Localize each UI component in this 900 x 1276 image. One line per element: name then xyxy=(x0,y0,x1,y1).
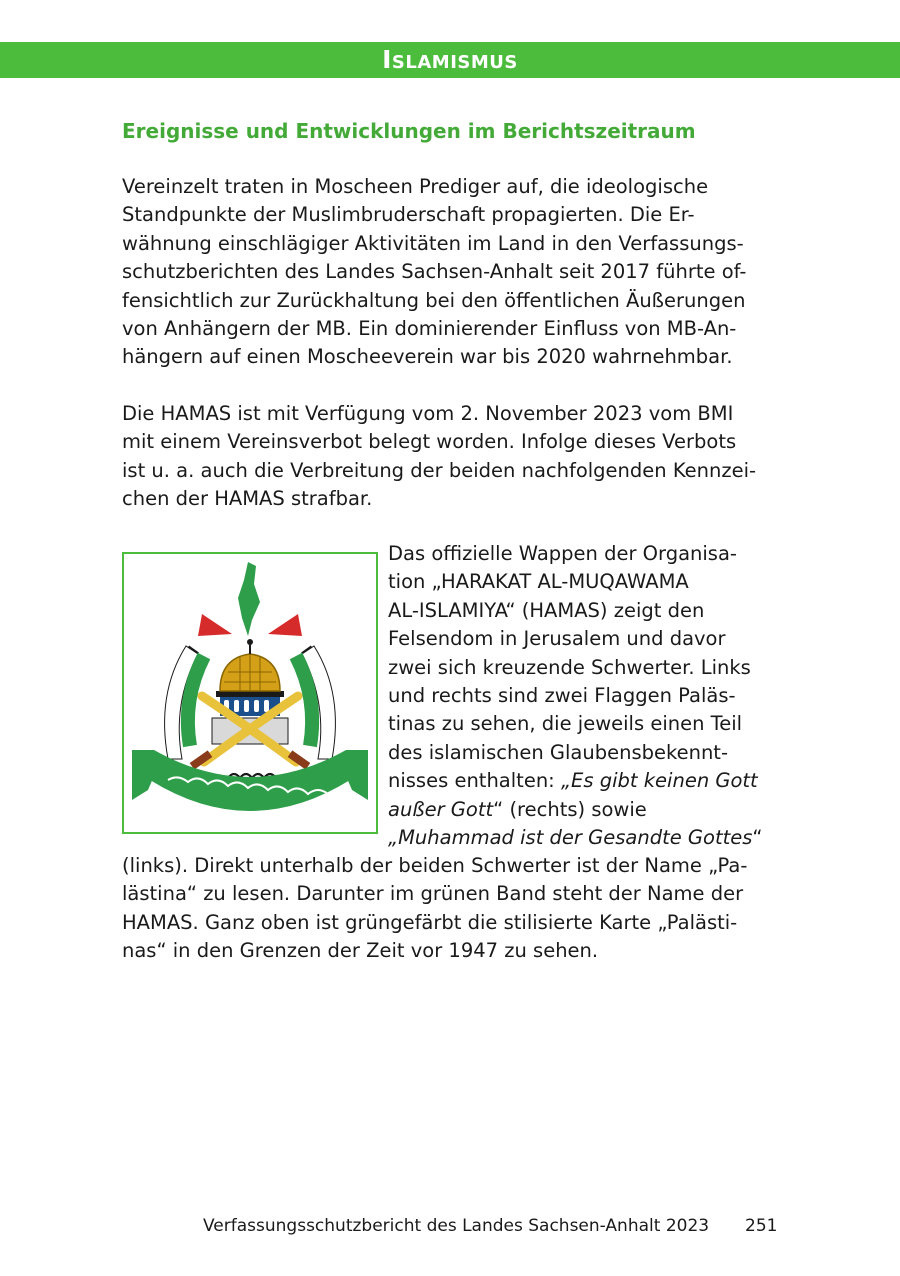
quote-italic: außer Gott xyxy=(388,797,494,821)
text-line: des islamischen Glaubensbekennt- xyxy=(388,740,728,764)
text-line: lästina“ zu lesen. Darunter im grünen Band steht der Name der xyxy=(122,882,744,906)
text-line xyxy=(388,767,788,795)
text-line: Standpunkte der Muslimbruderschaft propagierten. Die Er- xyxy=(122,203,695,227)
text-line: Das offizielle Wappen der Organisa- xyxy=(388,542,737,565)
text-line: wähnung einschlägiger Aktivitäten im Land in den Verfassungs- xyxy=(122,231,744,255)
text-line: und rechts sind zwei Flaggen Paläs- xyxy=(388,684,736,708)
text-line: von Anhängern der MB. Ein dominierender Einfluss von MB-An- xyxy=(122,317,737,341)
text-line: schutzberichten des Landes Sachsen-Anhalt seit 2017 führte of- xyxy=(122,260,747,284)
text-line: Die HAMAS ist mit Verfügung vom 2. November 2023 vom BMI xyxy=(122,402,734,425)
text-line: AL-ISLAMIYA“ (HAMAS) zeigt den xyxy=(388,598,705,622)
quote-italic: „Muhammad ist der Gesandte Gottes xyxy=(388,826,753,850)
emblem-description-continued xyxy=(122,852,782,966)
text-line: ist u. a. auch die Verbreitung der beiden nachfolgenden Kennzei- xyxy=(122,458,757,482)
text-line: nas“ in den Grenzen der Zeit vor 1947 zu sehen. xyxy=(122,939,599,963)
page-section-title: Islamismus xyxy=(382,45,518,74)
section-heading: Ereignisse und Entwicklungen im Berichtszeitraum xyxy=(122,119,696,143)
hamas-emblem-icon xyxy=(124,554,376,832)
text-line xyxy=(388,824,788,852)
text-line xyxy=(388,796,788,824)
paragraph-muslim-brotherhood xyxy=(122,173,782,372)
text-line: tion „HARAKAT AL-MUQAWAMA xyxy=(388,570,689,594)
emblem-description xyxy=(388,540,788,852)
text-line: chen der HAMAS strafbar. xyxy=(122,487,373,511)
emblem-figure xyxy=(122,552,378,834)
page-number: 251 xyxy=(745,1216,778,1236)
text-line: Vereinzelt traten in Moscheen Prediger auf, die ideologische xyxy=(122,175,709,198)
text-segment: “ xyxy=(752,826,763,850)
text-line: fensichtlich zur Zurückhaltung bei den öffentlichen Äußerungen xyxy=(122,288,746,312)
text-line: zwei sich kreuzende Schwerter. Links xyxy=(388,655,751,679)
text-line: Felsendom in Jerusalem und davor xyxy=(388,627,726,651)
text-line: hängern auf einen Moscheeverein war bis 2020 wahrnehmbar. xyxy=(122,345,733,369)
text-segment: “ (rechts) sowie xyxy=(493,797,647,821)
text-segment: nisses enthalten: xyxy=(388,769,561,793)
text-line: HAMAS. Ganz oben ist grüngefärbt die stilisierte Karte „Palästi- xyxy=(122,910,738,934)
text-line: (links). Direkt unterhalb der beiden Schwerter ist der Name „Pa- xyxy=(122,854,748,877)
text-line: tinas zu sehen, die jeweils einen Teil xyxy=(388,712,743,736)
paragraph-hamas-ban xyxy=(122,400,782,514)
text-line: mit einem Vereinsverbot belegt worden. Infolge dieses Verbots xyxy=(122,430,737,454)
footer-publication-title: Verfassungsschutzbericht des Landes Sachsen-Anhalt 2023 xyxy=(203,1216,710,1236)
quote-italic: „Es gibt keinen Gott xyxy=(560,769,758,793)
